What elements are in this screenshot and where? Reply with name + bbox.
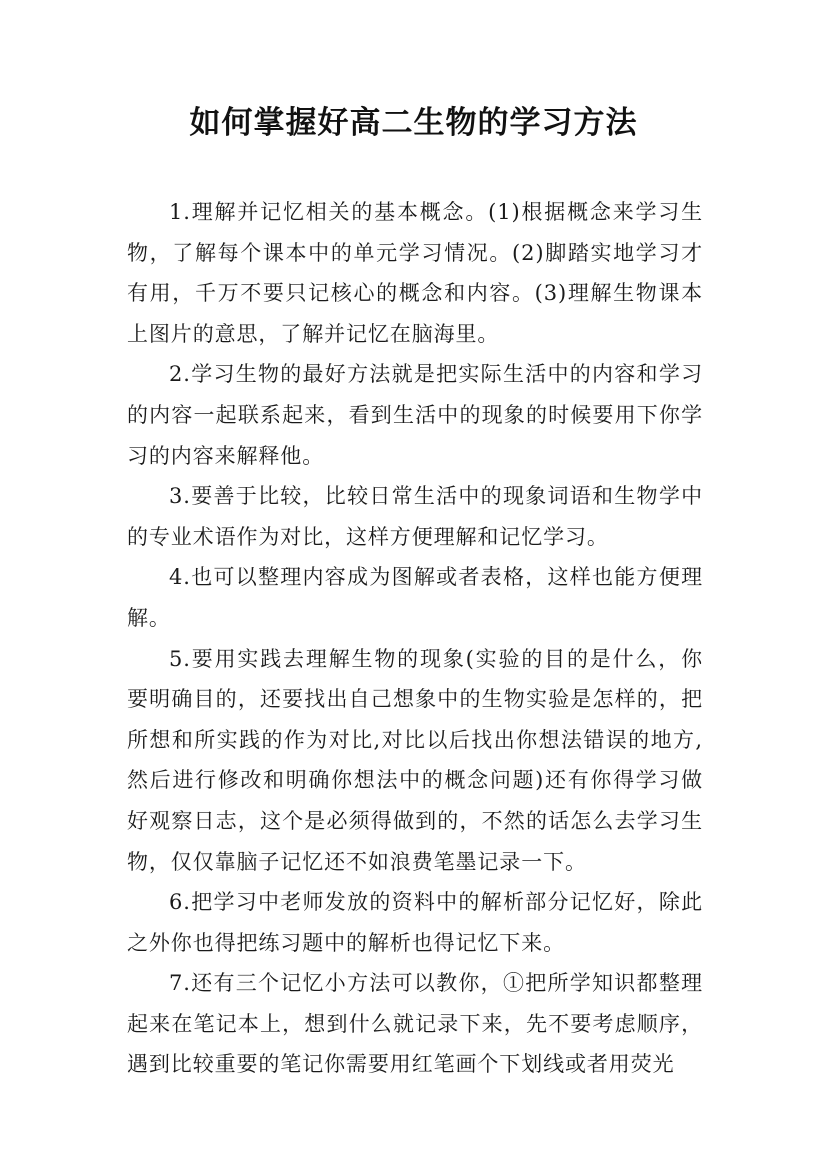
paragraph-3: 3.要善于比较，比较日常生活中的现象词语和生物学中的专业术语作为对比，这样方便理解和记忆学习。 xyxy=(127,484,703,549)
paragraph-6: 6.把学习中老师发放的资料中的解析部分记忆好，除此之外你也得把练习题中的解析也得记忆下来。 xyxy=(127,890,703,955)
paragraph-4: 4.也可以整理内容成为图解或者表格，这样也能方便理解。 xyxy=(127,565,703,630)
paragraph-7: 7.还有三个记忆小方法可以教你，①把所学知识都整理起来在笔记本上，想到什么就记录下来，先不要考虑顺序，遇到比较重要的笔记你需要用红笔画个下划线或者用荧光 xyxy=(127,971,703,1077)
paragraph-1: 1.理解并记忆相关的基本概念。(1)根据概念来学习生物，了解每个课本中的单元学习情况。(2)脚踏实地学习才有用，千万不要只记核心的概念和内容。(3)理解生物课本上图片的意思，了解并记忆在脑海里。 xyxy=(127,200,703,346)
paragraph-5: 5.要用实践去理解生物的现象(实验的目的是什么，你要明确目的，还要找出自己想象中的生物实验是怎样的，把所想和所实践的作为对比,对比以后找出你想法错误的地方,然后进行修改和明确你想法中的概念问题)还有你得学习做好观察日志，这个是必须得做到的，不然的话怎么去学习生物，仅仅靠脑子记忆还不如浪费笔墨记录一下。 xyxy=(127,646,703,874)
document-body xyxy=(127,192,703,1085)
document-title: 如何掌握好高二生物的学习方法 xyxy=(189,105,638,141)
paragraph-2: 2.学习生物的最好方法就是把实际生活中的内容和学习的内容一起联系起来，看到生活中的现象的时候要用下你学习的内容来解释他。 xyxy=(127,362,703,468)
